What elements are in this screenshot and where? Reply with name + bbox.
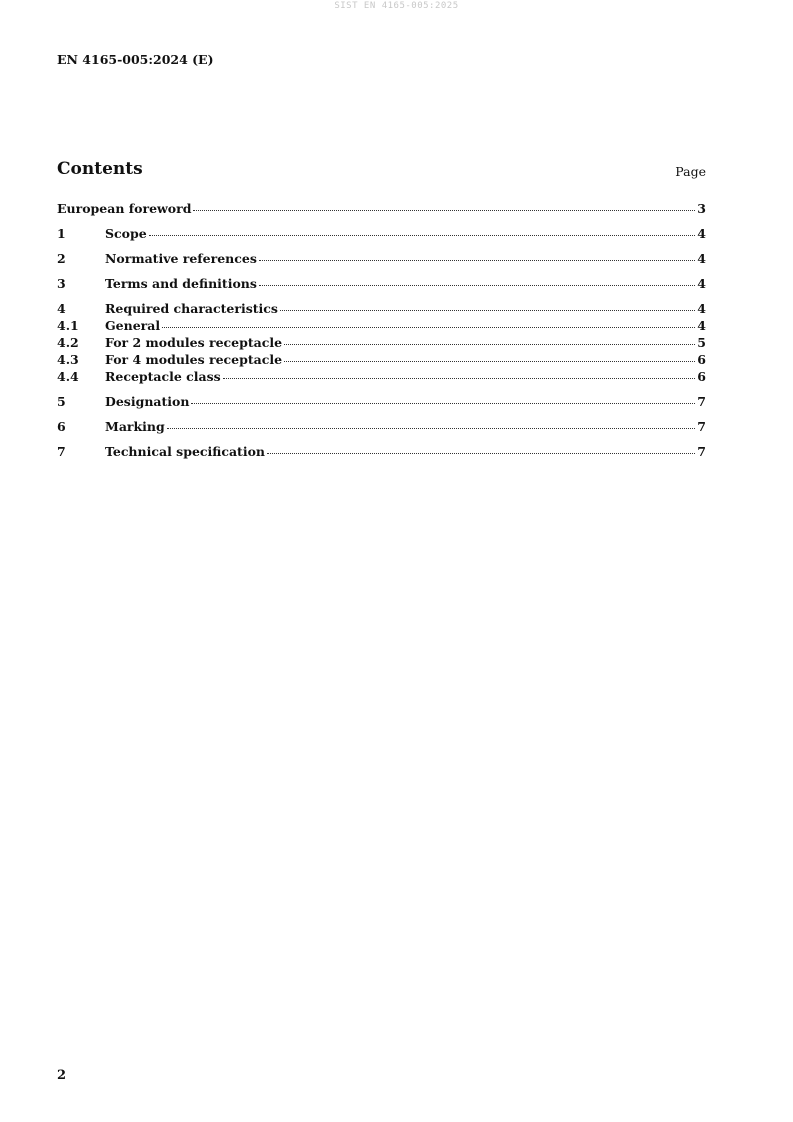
toc-dot-leader	[267, 453, 695, 454]
toc-entry-designation[interactable]	[57, 394, 706, 410]
toc-dot-leader	[193, 210, 695, 211]
toc-dot-leader	[149, 235, 696, 236]
toc-entry-number: 1	[57, 226, 66, 241]
toc-entry-page: 4	[697, 318, 706, 333]
toc-entry-label: European foreword	[57, 201, 192, 216]
toc-entry-number: 7	[57, 444, 66, 459]
toc-entry-label: Required characteristics	[105, 301, 278, 316]
toc-entry-required-characteristics[interactable]	[57, 301, 706, 317]
document-identifier: EN 4165-005:2024 (E)	[57, 52, 214, 67]
toc-entry-page: 7	[697, 394, 706, 409]
toc-entry-page: 6	[697, 369, 706, 384]
toc-entry-label: Technical specification	[105, 444, 266, 459]
toc-entry-page: 4	[697, 301, 706, 316]
toc-entry-number: 6	[57, 419, 66, 434]
toc-entry-page: 4	[697, 251, 706, 266]
toc-entry-general[interactable]	[57, 318, 706, 334]
toc-heading	[57, 158, 706, 182]
toc-entry-label: For 4 modules receptacle	[105, 352, 283, 367]
toc-dot-leader	[259, 285, 695, 286]
toc-entry-marking[interactable]	[57, 419, 706, 435]
toc-page-column-label: Page	[675, 164, 706, 179]
toc-entry-label: Normative references	[105, 251, 257, 266]
toc-list	[57, 201, 706, 460]
toc-dot-leader	[167, 428, 696, 429]
toc-entry-label: Receptacle class	[105, 369, 221, 384]
toc-entry-number: 4.1	[57, 318, 79, 333]
toc-entry-label: For 2 modules receptacle	[105, 335, 283, 350]
toc-entry-page: 7	[697, 444, 706, 459]
toc-dot-leader	[162, 327, 695, 328]
toc-entry-number: 4.4	[57, 369, 79, 384]
toc-entry-receptacle-class[interactable]	[57, 369, 706, 385]
watermark: SIST EN 4165-005:2025	[334, 1, 459, 11]
toc-dot-leader	[284, 344, 695, 345]
toc-entry-page: 5	[697, 335, 706, 350]
page-number: 2	[57, 1068, 67, 1083]
toc-entry-european-foreword[interactable]	[57, 201, 706, 217]
toc-entry-normative-references[interactable]	[57, 251, 706, 267]
toc-entry-terms-and-definitions[interactable]	[57, 276, 706, 292]
toc-entry-number: 4.3	[57, 352, 79, 367]
toc-dot-leader	[280, 310, 695, 311]
toc-dot-leader	[223, 378, 696, 379]
toc-entry-page: 7	[697, 419, 706, 434]
toc-entry-number: 3	[57, 276, 66, 291]
toc-title: Contents	[57, 159, 143, 179]
toc-dot-leader	[259, 260, 695, 261]
toc-entry-page: 4	[697, 276, 706, 291]
toc-entry-number: 2	[57, 251, 66, 266]
toc-entry-number: 4.2	[57, 335, 79, 350]
toc-dot-leader	[191, 403, 695, 404]
toc-entry-label: Scope	[105, 226, 147, 241]
toc-entry-2-modules-receptacle[interactable]	[57, 335, 706, 351]
toc-entry-label: Designation	[105, 394, 190, 409]
toc-entry-label: Terms and definitions	[105, 276, 257, 291]
toc-entry-page: 3	[697, 201, 706, 216]
toc-entry-label: General	[105, 318, 161, 333]
toc-entry-4-modules-receptacle[interactable]	[57, 352, 706, 368]
toc-entry-number: 4	[57, 301, 66, 316]
toc-entry-number: 5	[57, 394, 66, 409]
toc-entry-label: Marking	[105, 419, 165, 434]
toc-entry-page: 6	[697, 352, 706, 367]
toc-entry-technical-specification[interactable]	[57, 444, 706, 460]
toc-dot-leader	[284, 361, 695, 362]
toc-entry-scope[interactable]	[57, 226, 706, 242]
toc-entry-page: 4	[697, 226, 706, 241]
